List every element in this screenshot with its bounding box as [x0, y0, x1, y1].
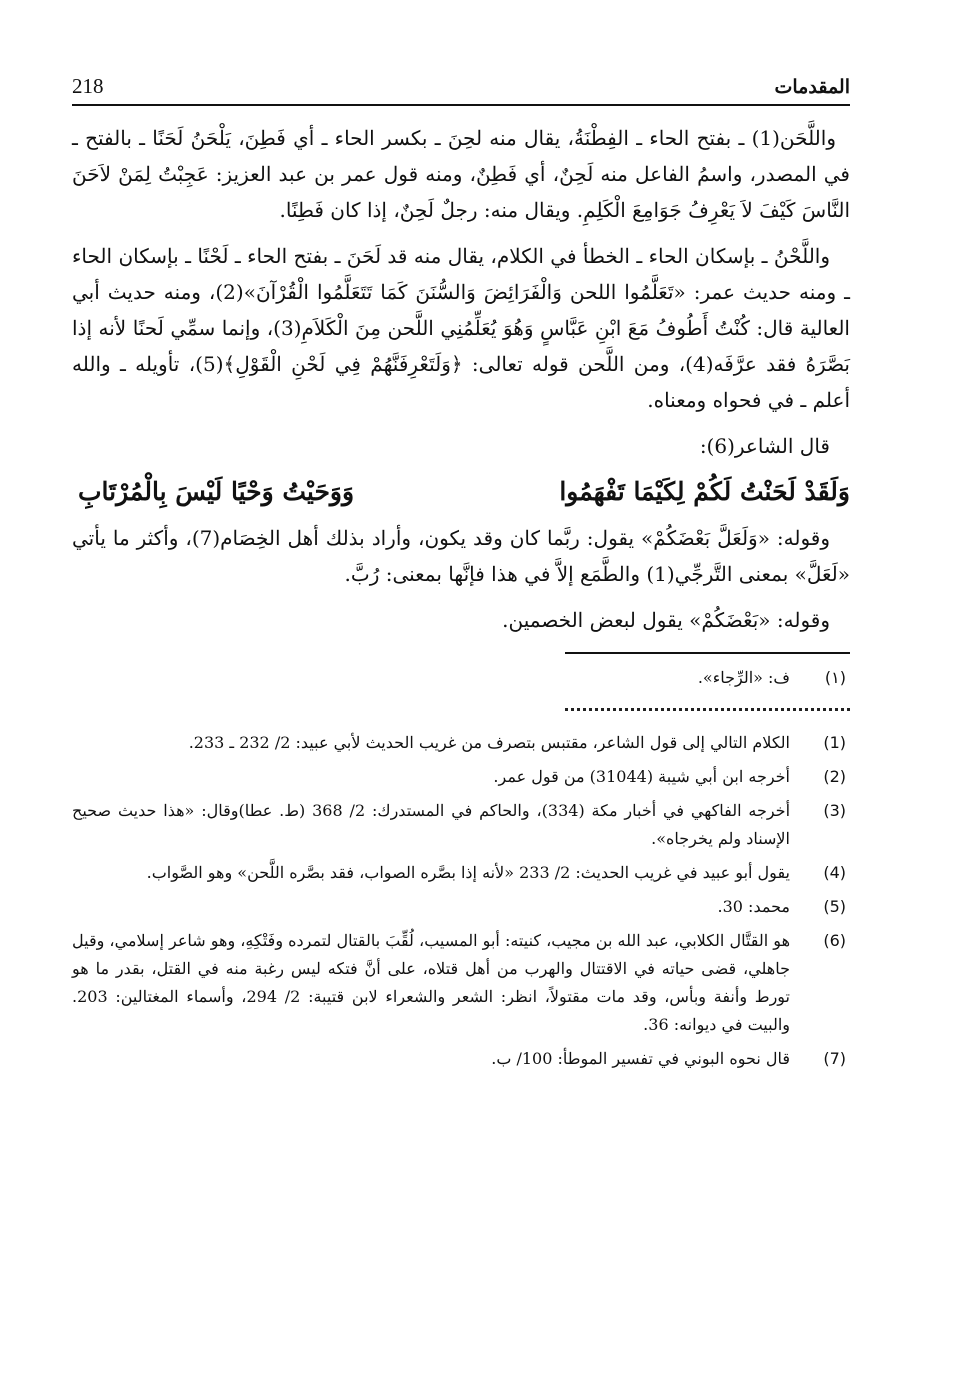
footnote-text: قال نحوه البوني في تفسير الموطأ: 100/ ب.	[491, 1049, 790, 1068]
footnote-text: أخرجه الفاكهي في أخبار مكة (334)، والحاكم في المستدرك: 2/ 368 (ط. عطا)وقال: «هذا حديث صحيح الإسناد ولم يخرجاه».	[72, 801, 791, 848]
poetry-verse	[72, 474, 850, 510]
footnote	[72, 859, 850, 887]
footnote-number: (2)	[823, 767, 846, 786]
poet-intro: قال الشاعر(6):	[699, 434, 830, 458]
paragraph-lahn-meaning: واللَّحْنُ ـ بإسكان الحاء ـ الخطأ في الكلام، يقال منه قد لَحَنَ ـ بفتح الحاء ـ لَحْنًا ـ بإسكان الحاء ـ ومنه حديث عمر: «تَعَلَّمُوا اللحن وَالْفَرَائِضَ وَالسُّنَنَ كَمَا تَتَعَلَّمُوا الْقُرْآنَ»(2)، ومنه حديث أبي العالية قال: كُنْتُ أَطُوفُ مَعَ ابْنِ عَبَّاسٍ وَهُوَ يُعَلِّمُنِي اللَّحن مِنَ الْكَلاَمِ(3)، وإنما سمِّي لَحنًا لأنه إذا بَصَّرَهُ فقد عرَّفَه(4)، ومن اللَّحن قوله تعالى: ﴿وَلَتَعْرِفَنَّهُمْ فِي لَحْنِ الْقَوْلِ﴾(5)، تأويله ـ والله أعلم ـ في فحواه ومعناه.	[72, 244, 850, 412]
variant-notes	[72, 664, 850, 692]
paragraph-badakum: وقوله: «بَعْضَكُمْ» يقول لبعض الخصمين.	[502, 608, 830, 632]
page-number: 218	[72, 74, 104, 98]
dotted-separator	[565, 708, 850, 711]
running-header	[72, 68, 850, 106]
footnote-number: (1)	[823, 733, 846, 752]
footnote-number: (6)	[823, 931, 846, 950]
footnote	[72, 893, 850, 921]
footnote	[72, 729, 850, 757]
footnote-number: (7)	[823, 1049, 846, 1068]
footnote-text: يقول أبو عبيد في غريب الحديث: 2/ 233 «لأنه إذا بصَّره الصواب، فقد بصَّره اللَّحن» وهو الصَّواب.	[146, 863, 790, 882]
footnote-number: (5)	[823, 897, 846, 916]
footnote	[72, 1045, 850, 1073]
variant-note	[72, 664, 850, 692]
verse-second-hemistich: وَوَحَيْتُ وَحْيًا لَيْسَ بِالْمُرْتَابِ	[78, 477, 355, 506]
main-text	[72, 120, 850, 638]
footnote	[72, 797, 850, 853]
chapter-title: المقدمات	[774, 76, 850, 98]
footnote-text: هو القتَّال الكلابي، عبد الله بن مجيب، كنيته: أبو المسيب، لُقِّبَ بالقتال لتمرده وفَتْكِهِ، وهو شاعر إسلامي، وقيل جاهلي، قضى حياته في الاقتتال والهرب من أهل قتلاه، على أنَّ فتكه ليس رغبة منه في القتل، بقدر ما هو تورط وأنفة وبأس، وقد مات مقتولاً، انظر: الشعر والشعراء لابن قتيبة: 2/ 294، وأسماء المغتالين: 203. والبيت في ديوانه: 36.	[72, 931, 791, 1034]
footnote-text: محمد: 30.	[717, 897, 790, 916]
verse-first-hemistich: وَلَقَدْ لَحَنْتُ لَكُمْ لِكَيْمَا تَفْهَمُوا	[559, 477, 850, 506]
book-page	[72, 68, 850, 1079]
footnote-text: أخرجه ابن أبي شيبة (31044) من قول عمر.	[493, 767, 790, 786]
footnote-separator	[565, 652, 850, 654]
footnote-number: (4)	[823, 863, 846, 882]
variant-note-number: (١)	[824, 668, 846, 687]
footnote-text: الكلام التالي إلى قول الشاعر، مقتبس بتصرف من غريب الحديث لأبي عبيد: 2/ 232 ـ 233.	[188, 733, 790, 752]
variant-note-text: ف: «الرِّجاء».	[697, 668, 790, 687]
footnote	[72, 927, 850, 1039]
footnote	[72, 763, 850, 791]
paragraph-laalla: وقوله: «وَلَعَلَّ بَعْضَكُمْ» يقول: ربَّما كان وقد يكون، وأراد بذلك أهل الخِصَام(7)، وأكثر ما يأتي «لَعَلَّ» بمعنى التَّرجِّي(1) والطَّمَع إلاَّ في هذا فإنَّها بمعنى: رُبَّ.	[72, 526, 850, 586]
footnote-number: (3)	[823, 801, 846, 820]
footnotes	[72, 729, 850, 1073]
paragraph-lahan-meaning: واللَّحَن(1) ـ بفتح الحاء ـ الفِطْنَةُ، يقال منه لحِنَ ـ بكسر الحاء ـ أي فَطِنَ، يَلْحَنُ لَحَنًا ـ بالفتح ـ في المصدر، واسمُ الفاعل منه لَحِنٌ، أي فَطِنٌ، ومنه قول عمر بن عبد العزيز: عَجِبْتُ لِمَنْ لاَحَنَ النَّاسَ كَيْفَ لاَ يَعْرِفُ جَوَامِعَ الْكَلِمِ. ويقال منه: رجلٌ لَحِنٌ، إذا كان فَطِنًا.	[72, 126, 850, 222]
